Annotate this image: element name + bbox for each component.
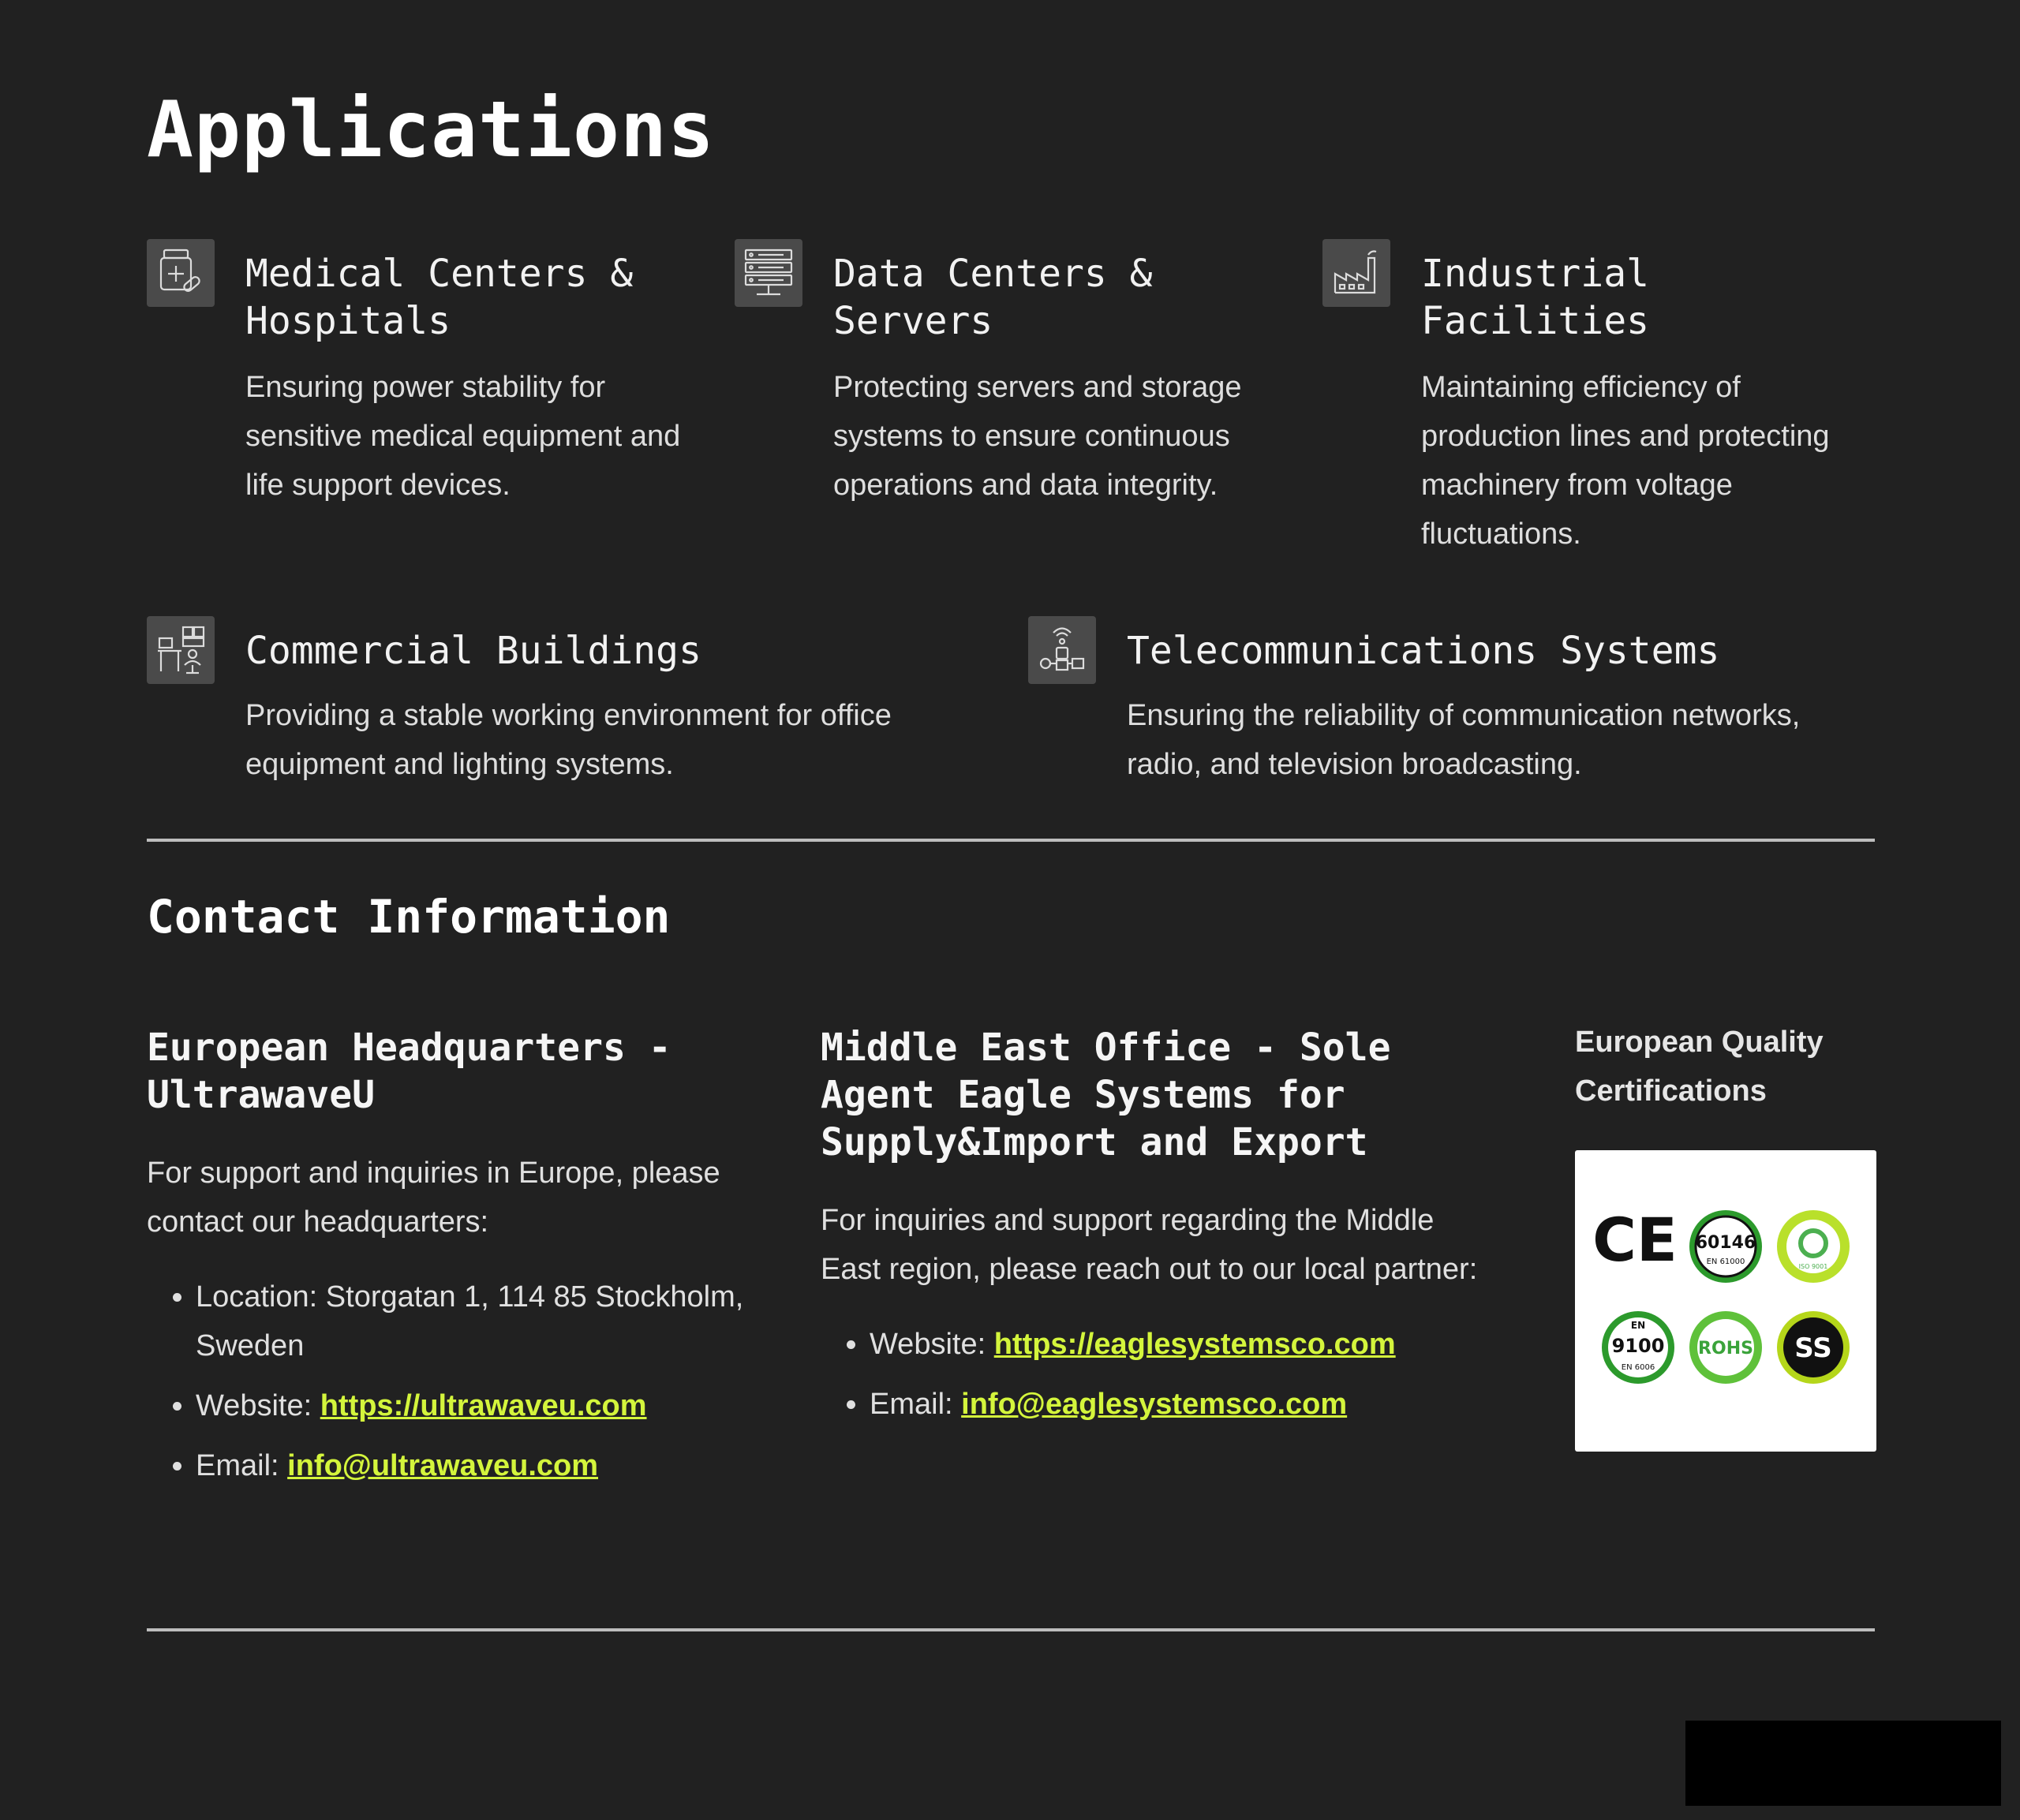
email-label: Email: [196,1449,279,1482]
certifications-title: European Quality Certifications [1575,1026,1824,1108]
application-card-medical [147,239,699,539]
application-title: Industrial Facilities [1421,252,1649,343]
middle-east-title: Middle East Office - Sole Agent Eagle Systems for Supply&Import and Export [821,1026,1391,1164]
svg-text:EN: EN [1630,1320,1646,1331]
list-item [870,1320,1507,1369]
europe-contact [147,1024,770,1501]
svg-text:ROHS: ROHS [1698,1339,1753,1358]
office-icon [147,616,215,684]
application-description: Providing a stable working environment for office equipment and lighting systems. [245,699,892,781]
network-icon [1028,616,1096,684]
application-card-commercial [147,616,983,798]
middle-east-website-link[interactable]: https://eaglesystemsco.com [993,1328,1396,1361]
svg-text:EN 61000: EN 61000 [1706,1258,1745,1266]
factory-icon [1322,239,1390,307]
application-card-industrial [1322,239,1875,570]
middle-east-contact [821,1024,1507,1440]
application-description: Maintaining efficiency of production lines and protecting machinery from voltage fluctuations. [1421,371,1830,551]
applications-title: Applications [147,85,716,175]
application-title: Medical Centers & Hospitals [245,252,634,343]
application-description: Ensuring the reliability of communication networks, radio, and television broadcasting. [1127,699,1801,781]
email-label: Email: [870,1388,953,1421]
ce-mark [1592,1205,1678,1275]
middle-east-intro: For inquiries and support regarding the Middle East region, please reach out to our local partner: [821,1204,1478,1286]
badge-ss [1777,1311,1850,1384]
application-description: Protecting servers and storage systems to ensure continuous operations and data integrity. [833,371,1242,502]
application-title: Data Centers & Servers [833,252,1153,343]
badge-60146 [1689,1210,1762,1283]
location-label: Location: [196,1280,318,1314]
application-title: Commercial Buildings [245,629,701,673]
contact-title: Contact Information [147,890,671,944]
middle-east-contact-list [821,1320,1507,1429]
list-item [196,1441,770,1490]
europe-intro: For support and inquiries in Europe, please contact our headquarters: [147,1157,720,1239]
list-item [196,1273,770,1370]
footer-divider [147,1628,1875,1631]
svg-text:CE: CE [1592,1205,1678,1275]
server-icon [735,239,802,307]
list-item [870,1380,1507,1429]
badge-en9100 [1602,1311,1674,1384]
medical-icon [147,239,215,307]
application-card-telecom [1028,616,1875,798]
europe-title: European Headquarters - UltrawaveU [147,1026,671,1117]
europe-contact-list [147,1273,770,1490]
website-label: Website: [870,1328,986,1361]
europe-email-link[interactable]: info@ultrawaveu.com [287,1449,599,1482]
website-label: Website: [196,1389,312,1422]
middle-east-email-link[interactable]: info@eaglesystemsco.com [961,1388,1348,1421]
svg-text:EN 6006: EN 6006 [1621,1363,1655,1372]
certifications-image [1575,1150,1876,1452]
section-divider [147,839,1875,842]
svg-text:ISO 9001: ISO 9001 [1798,1263,1828,1270]
europe-website-link[interactable]: https://ultrawaveu.com [320,1389,647,1422]
list-item [196,1381,770,1430]
svg-text:SS: SS [1794,1332,1832,1364]
application-card-datacenter [735,239,1287,539]
svg-text:60146: 60146 [1695,1233,1756,1253]
svg-text:9100: 9100 [1611,1335,1665,1357]
badge-rohs [1689,1311,1762,1384]
application-description: Ensuring power stability for sensitive medical equipment and life support devices. [245,371,681,502]
application-title: Telecommunications Systems [1127,629,1720,673]
black-overlay-box [1685,1721,2001,1806]
badge-iso [1777,1210,1850,1283]
location-value: Storgatan 1, 114 85 Stockholm, Sweden [196,1280,744,1362]
